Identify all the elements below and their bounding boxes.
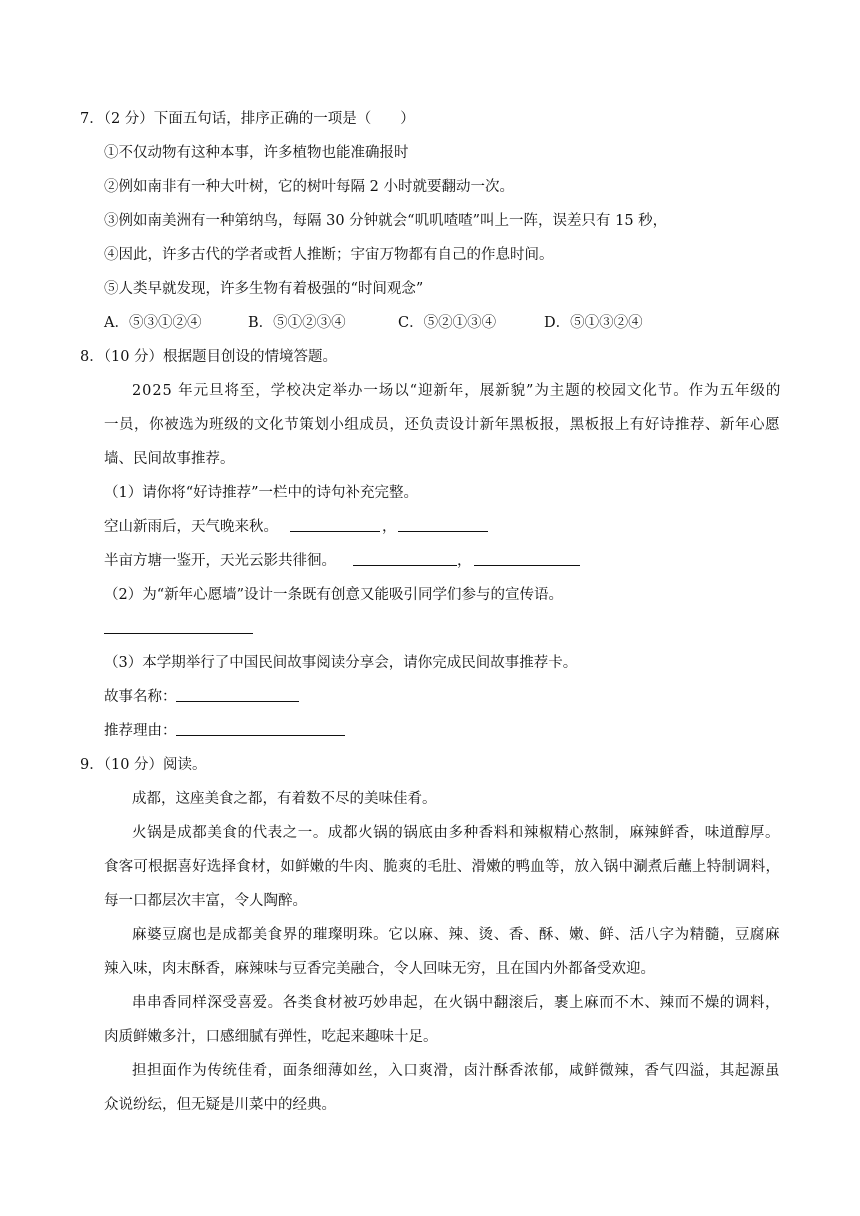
story-name-label: 故事名称： bbox=[104, 689, 177, 705]
poem1-comma: ， bbox=[382, 519, 397, 535]
q8-intro-line-3: 墙、民间故事推荐。 bbox=[104, 451, 235, 467]
story-name-blank[interactable] bbox=[176, 687, 299, 702]
poem2-given: 半亩方塘一鉴开，天光云影共徘徊。 bbox=[104, 553, 336, 569]
poem2-comma: ， bbox=[457, 553, 472, 569]
q9-para-2-line-1: 火锅是成都美食的代表之一。成都火锅的锅底由多种香料和辣椒精心熬制，麻辣鲜香，味道醇厚。 bbox=[132, 825, 781, 841]
q7-sentence-5: ⑤人类早就发现，许多生物有着极强的“时间观念” bbox=[104, 281, 424, 297]
q7-stem: 7．（2 分）下面五句话，排序正确的一项是（ ） bbox=[80, 111, 415, 127]
q8-part2-prompt: （2）为“新年心愿墙”设计一条既有创意又能吸引同学们参与的宣传语。 bbox=[104, 587, 564, 603]
poem2-blank-2[interactable] bbox=[474, 551, 580, 566]
poem1-blank-2[interactable] bbox=[398, 517, 488, 532]
q9-para-2-line-2: 食客可根据喜好选择食材，如鲜嫩的牛肉、脆爽的毛肚、滑嫩的鸭血等，放入锅中涮煮后蘸上特制调料， bbox=[104, 859, 781, 875]
reason-blank[interactable] bbox=[176, 721, 345, 736]
q8-part3-prompt: （3）本学期举行了中国民间故事阅读分享会，请你完成民间故事推荐卡。 bbox=[104, 655, 578, 671]
reason-label: 推荐理由： bbox=[104, 723, 177, 739]
q9-stem: 9．（10 分）阅读。 bbox=[80, 757, 207, 773]
q9-para-3-line-1: 麻婆豆腐也是成都美食界的璀璨明珠。它以麻、辣、烫、香、酥、嫩、鲜、活八字为精髓，豆腐麻 bbox=[132, 927, 781, 943]
poem1-given: 空山新雨后，天气晚来秋。 bbox=[104, 519, 278, 535]
q7-option-b[interactable]: B．⑤①②③④ bbox=[248, 315, 346, 331]
q9-para-3-line-2: 辣入味，肉末酥香，麻辣味与豆香完美融合，令人回味无穷，且在国内外都备受欢迎。 bbox=[104, 961, 655, 977]
q7-sentence-4: ④因此，许多古代的学者或哲人推断；宇宙万物都有自己的作息时间。 bbox=[104, 247, 554, 263]
q7-sentence-2: ②例如南非有一种大叶树，它的树叶每隔 2 小时就要翻动一次。 bbox=[104, 179, 514, 195]
q9-para-4-line-2: 肉质鲜嫩多汁，口感细腻有弹性，吃起来趣味十足。 bbox=[104, 1029, 438, 1045]
poem1-blank-1[interactable] bbox=[290, 517, 380, 532]
q8-stem: 8．（10 分）根据题目创设的情境答题。 bbox=[80, 349, 338, 365]
q9-para-5-line-2: 众说纷纭，但无疑是川菜中的经典。 bbox=[104, 1097, 336, 1113]
q7-sentence-3: ③例如南美洲有一种第纳鸟，每隔 30 分钟就会“叽叽喳喳”叫上一阵，误差只有 15 秒， bbox=[104, 213, 668, 229]
q9-para-2-line-3: 每一口都层次丰富，令人陶醉。 bbox=[104, 893, 307, 909]
poem2-blank-1[interactable] bbox=[353, 551, 457, 566]
q7-option-a[interactable]: A．⑤③①②④ bbox=[104, 315, 202, 331]
q9-para-4-line-1: 串串香同样深受喜爱。各类食材被巧妙串起，在火锅中翻滚后，裹上麻而不木、辣而不燥的调料， bbox=[132, 995, 781, 1011]
q7-option-d[interactable]: D．⑤①③②④ bbox=[544, 315, 643, 331]
q7-option-c[interactable]: C．⑤②①③④ bbox=[398, 315, 497, 331]
q7-sentence-1: ①不仅动物有这种本事，许多植物也能准确报时 bbox=[104, 145, 409, 161]
q8-intro-line-2: 一员，你被选为班级的文化节策划小组成员，还负责设计新年黑板报，黑板报上有好诗推荐、新年心愿 bbox=[104, 417, 781, 433]
slogan-blank[interactable] bbox=[104, 619, 253, 634]
q9-para-5-line-1: 担担面作为传统佳肴，面条细薄如丝，入口爽滑，卤汁酥香浓郁，咸鲜微辣，香气四溢，其起源虽 bbox=[132, 1063, 781, 1079]
q9-para-1: 成都，这座美食之都，有着数不尽的美味佳肴。 bbox=[132, 791, 437, 807]
q8-part1-prompt: （1）请你将“好诗推荐”一栏中的诗句补充完整。 bbox=[104, 485, 419, 501]
q8-intro-line-1: 2025 年元旦将至，学校决定举办一场以“迎新年，展新貌”为主题的校园文化节。作为五年级的 bbox=[132, 383, 782, 399]
